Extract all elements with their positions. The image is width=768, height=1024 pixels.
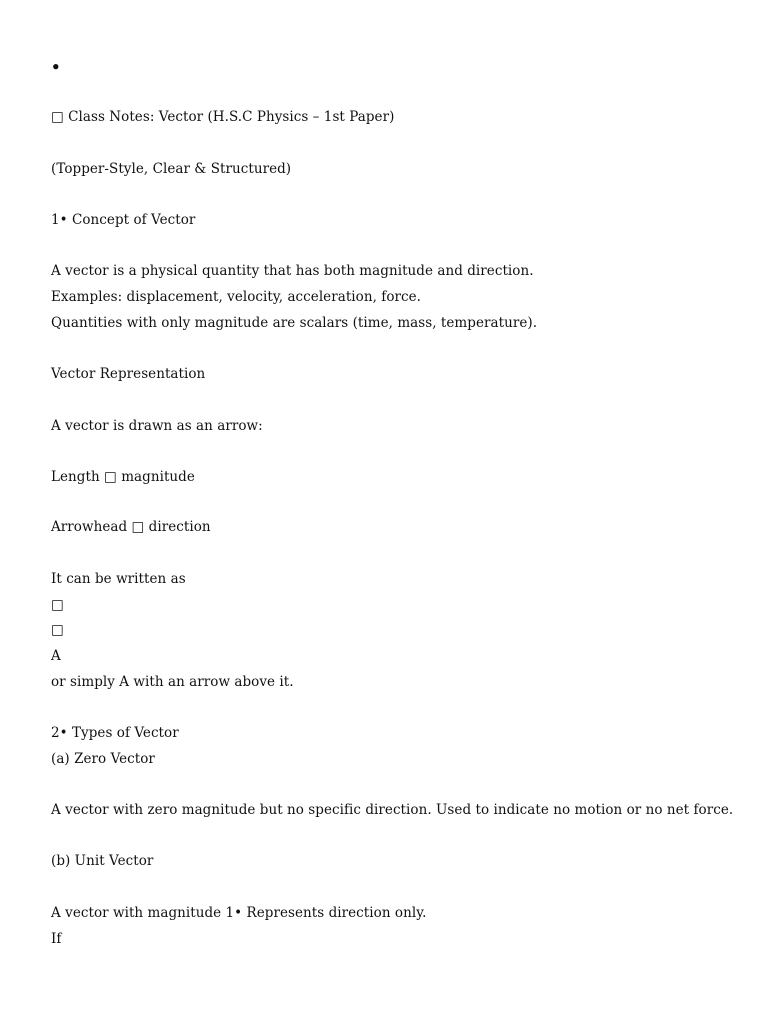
text-line: A vector with zero magnitude but no specific direction. Used to indicate no motion or no net force. bbox=[51, 802, 734, 818]
subheading-unit-vector: (b) Unit Vector bbox=[51, 853, 154, 869]
section-heading-concept: 1• Concept of Vector bbox=[51, 212, 196, 228]
missing-glyph: □ bbox=[51, 597, 64, 613]
missing-glyph: □ bbox=[51, 622, 64, 638]
text-line: Examples: displacement, velocity, acceleration, force. bbox=[51, 289, 421, 305]
section-heading-types: 2• Types of Vector bbox=[51, 725, 179, 741]
subheading-vector-representation: Vector Representation bbox=[51, 366, 206, 382]
subheading-zero-vector: (a) Zero Vector bbox=[51, 751, 155, 767]
document-title: □ Class Notes: Vector (H.S.C Physics – 1st Paper) bbox=[51, 109, 395, 125]
text-line: If bbox=[51, 931, 62, 947]
text-line: Length □ magnitude bbox=[51, 469, 195, 485]
bullet-mark: • bbox=[51, 58, 61, 76]
text-line: A vector is drawn as an arrow: bbox=[51, 418, 263, 434]
text-line: Quantities with only magnitude are scalars (time, mass, temperature). bbox=[51, 315, 538, 331]
text-line: or simply A with an arrow above it. bbox=[51, 674, 294, 690]
text-line: A vector with magnitude 1• Represents direction only. bbox=[51, 905, 427, 921]
document-subtitle: (Topper-Style, Clear & Structured) bbox=[51, 161, 292, 177]
vector-symbol: A bbox=[51, 648, 61, 664]
text-line: It can be written as bbox=[51, 571, 186, 587]
text-line: Arrowhead □ direction bbox=[51, 519, 211, 535]
text-line: A vector is a physical quantity that has both magnitude and direction. bbox=[51, 263, 534, 279]
